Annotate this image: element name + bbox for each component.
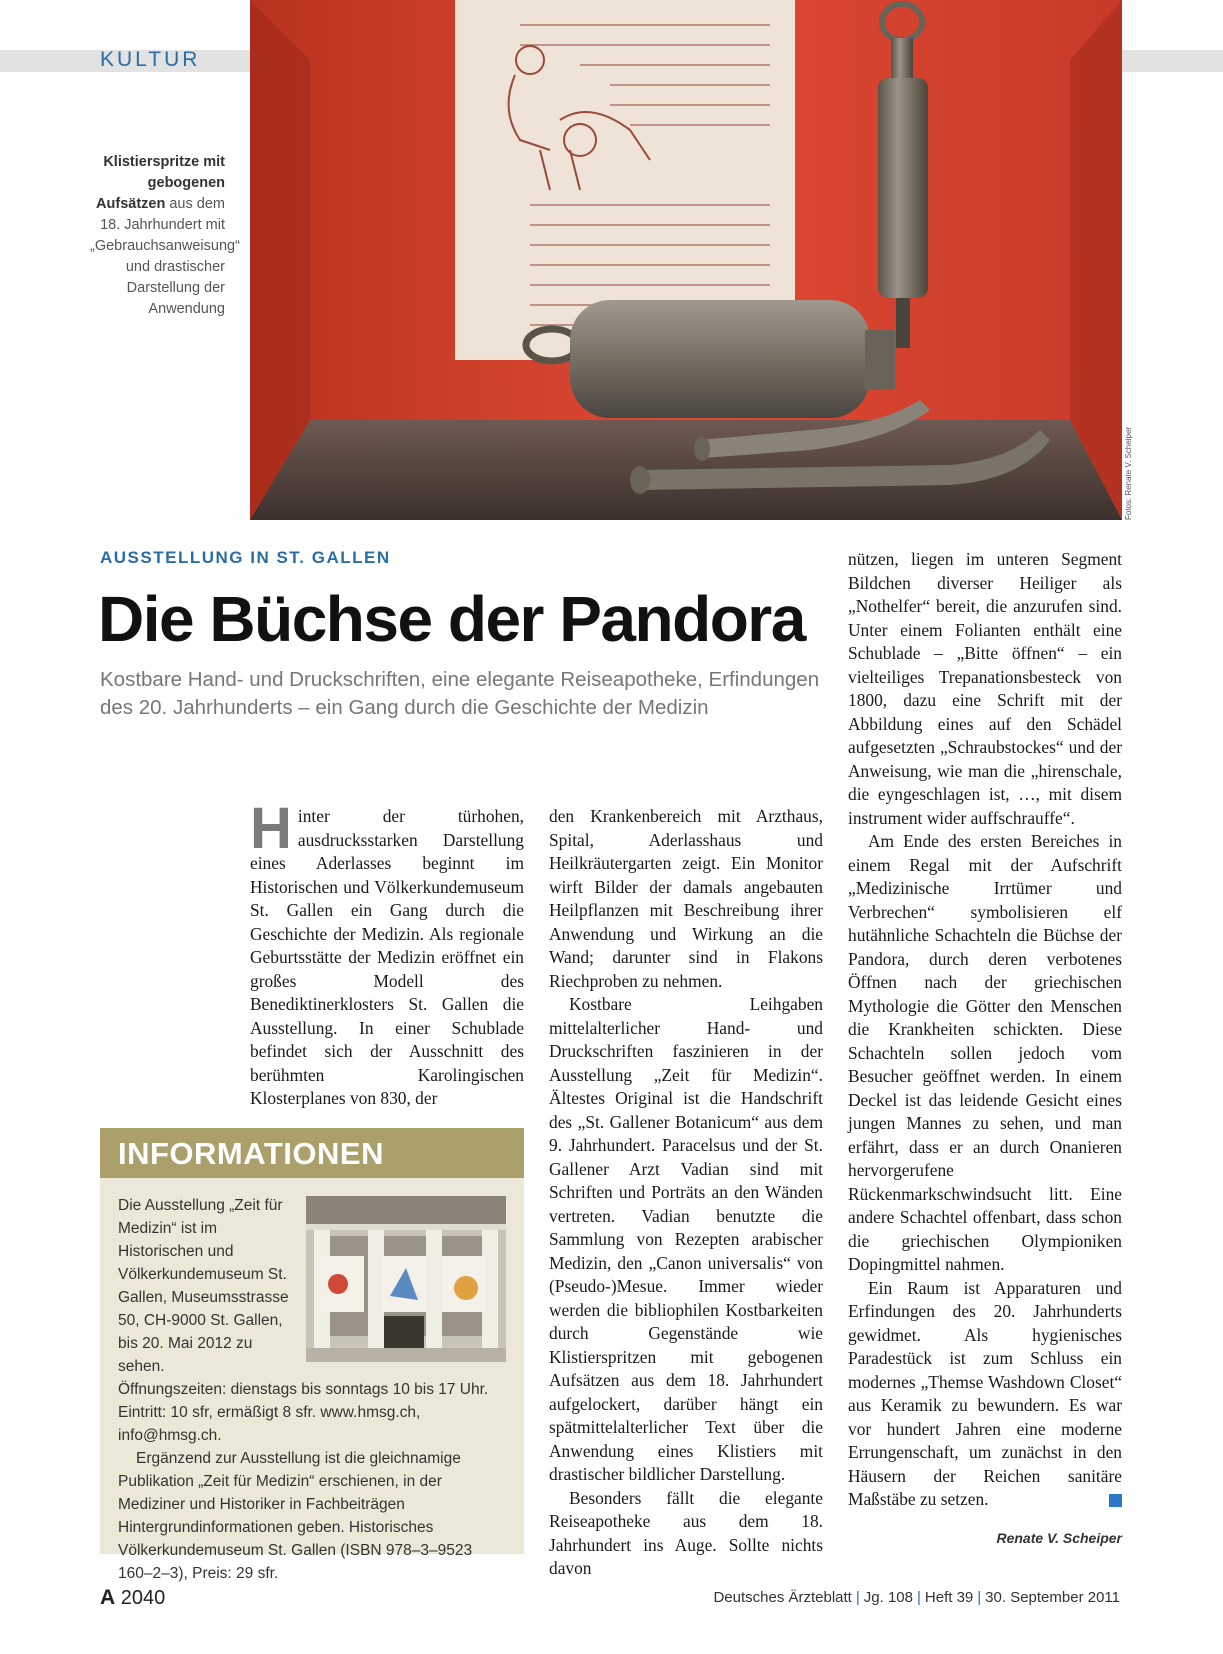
paragraph: Besonders fällt die elegante Reiseapotheke aus dem 18. Jahrhundert ins Auge. Sollte nichts davon: [549, 1487, 823, 1578]
header-band-right: [1122, 50, 1223, 72]
drop-cap: H: [250, 796, 292, 861]
caption-text: aus dem 18. Jahrhundert mit „Gebrauchsanweisung“ und drastischer Darstellung der Anwendung: [90, 196, 240, 317]
paragraph-text: inter der türhohen, ausdrucksstarken Darstellung eines Aderlasses beginnt im Historischen und Völkerkundemuseum St. Gallen ein Gang durch die Geschichte der Medizin. Als regionale Geburtsstätte der Medizin eröffnet ein großes Modell des Benediktinerklosters St. Gallen die Ausstellung. In einer Schublade befindet sich der Ausschnitt des berühmten Karolingischen Klosterplanes von 830, der: [250, 806, 524, 1108]
article-kicker: AUSSTELLUNG IN ST. GALLEN: [100, 548, 391, 567]
museum-photo: [306, 1196, 506, 1362]
author-byline: Renate V. Scheiper: [996, 1530, 1122, 1546]
caption-bold: Klistierspritze mit gebogenen Aufsätzen: [96, 154, 225, 212]
paragraph: [848, 1277, 1122, 1512]
article-title: Die Büchse der Pandora: [98, 583, 805, 655]
page-number-value: 2040: [120, 1587, 166, 1609]
page-prefix: A: [100, 1586, 116, 1609]
info-text-address: Die Ausstellung „Zeit für Medizin“ ist im Historischen und Völkerkundemuseum St. Gallen, Museumsstrasse 50, CH-9000 St. Gallen, bis 20. Mai 2012 zu sehen.: [118, 1197, 289, 1375]
paragraph-text: Ein Raum ist Apparaturen und Erfindungen des 20. Jahrhunderts gewidmet. Als hygienisches Paradestück ist zum Schluss ein modernes „Themse Washdown Closet“ aus Keramik zu bewundern. Es war vor hundert Jahren eine moderne Errungenschaft, um zunächst in den Häusern der Reichen sanitäre Maßstäbe zu setzen.: [848, 1277, 1122, 1509]
info-publication: Ergänzend zur Ausstellung ist die gleichnamige Publikation „Zeit für Medizin“ erschienen, in der Mediziner und Historiker in Fachbeiträgen Hintergrundinformationen geben. Historisches Völkerkundemuseum St. Gallen (ISBN 978–3–9523 160–2–3), Preis: 29 sfr.: [118, 1450, 473, 1582]
article-column-2: [549, 805, 823, 1581]
footer-info: Deutsches Ärzteblatt | Jg. 108 | Heft 39 | 30. September 2011: [713, 1589, 1120, 1606]
issue: Heft 39: [924, 1589, 974, 1606]
article-column-3: [848, 548, 1122, 1512]
journal-name: Deutsches Ärzteblatt: [713, 1589, 852, 1606]
page-number: [100, 1586, 165, 1610]
info-text-details: [118, 1378, 510, 1585]
end-mark-icon: [1109, 1494, 1122, 1507]
paragraph: [250, 796, 524, 1111]
article-column-1: [250, 796, 524, 1111]
exhibit-photo: [250, 0, 1122, 520]
section-label: KULTUR: [100, 48, 201, 71]
paragraph: den Krankenbereich mit Arzthaus, Spital, Aderlasshaus und Heilkräutergarten zeigt. Ein Monitor wirft Bilder der damals angebauten Heilpflanzen mit Beschreibung ihrer Anwendung und Wirkung an die Wand; darunter sind in Flakons Riechproben zu nehmen.: [549, 806, 823, 991]
paragraph: Kostbare Leihgaben mittelalterlicher Hand- und Druckschriften faszinieren in der Ausstellung „Zeit für Medizin“. Ältestes Original ist die Handschrift des „St. Gallener Botanicum“ aus dem 9. Jahrhundert. Paracelsus und der St. Gallener Arzt Vadian sind mit Schriften und Porträts an den Wänden vertreten. Vadian benutzte die Sammlung von Rezepten arabischer Medizin, den „Canon universalis“ von (Pseudo-)Mesue. Immer wieder werden die bibliophilen Kostbarkeiten durch Gegenstände wie Klistierspritzen mit gebogenen Aufsätzen aus dem 18. Jahrhundert aufgelockert, darüber hängt ein spätmittelalterlicher Text über die Anwendung eines Klistiers mit drastischer bildlicher Darstellung.: [549, 994, 823, 1484]
volume: Jg. 108: [863, 1589, 913, 1606]
article-subtitle: Kostbare Hand- und Druckschriften, eine elegante Reiseapotheke, Erfindungen des 20. Jahrhunderts – ein Gang durch die Geschichte der Medizin: [100, 668, 820, 719]
paragraph: nützen, liegen im unteren Segment Bildchen diverser Heiliger als „Nothelfer“ bereit, die anzurufen sind. Unter einem Folianten enthält eine Schublade – „Bitte öffnen“ – ein vielteiliges Trepanationsbesteck von 1800, dazu eine Schrift mit der Abbildung eines auf den Schädel aufgesetzten „Schraubstockes“ und der Anweisung, wie man die „hirenschale, die eyngeschlagen ist, …, mit disem instrument wider auffschrauffe“.: [848, 549, 1122, 828]
issue-date: 30. September 2011: [985, 1589, 1120, 1606]
paragraph: Am Ende des ersten Bereiches in einem Regal mit der Aufschrift „Medizinische Irrtümer und Verbrechen“ symbolisieren elf hutähnliche Schachteln die Büchse der Pandora, durch deren verbotenes Öffnen nach der griechischen Mythologie die Götter den Menschen die Krankheiten schickten. Diese Schachteln sollen jedoch vom Besucher geöffnet werden. In einem Deckel ist das leidende Gesicht eines jungen Mannes zu sehen, und man erfährt, dass er an durch Onanieren hervorgerufene Rückenmarkschwindsucht litt. Eine andere Schachtel offenbart, dass schon die griechischen Olympioniken Dopingmittel nahmen.: [848, 831, 1122, 1274]
info-hours: Öffnungszeiten: dienstags bis sonntags 10 bis 17 Uhr. Eintritt: 10 sfr, ermäßigt 8 sfr. www.hmsg.ch, info@hmsg.ch.: [118, 1381, 489, 1444]
info-box-title: INFORMATIONEN: [118, 1136, 384, 1171]
photo-credit: Fotos: Renate V. Scheiper: [1124, 426, 1133, 520]
photo-caption: [90, 152, 240, 320]
